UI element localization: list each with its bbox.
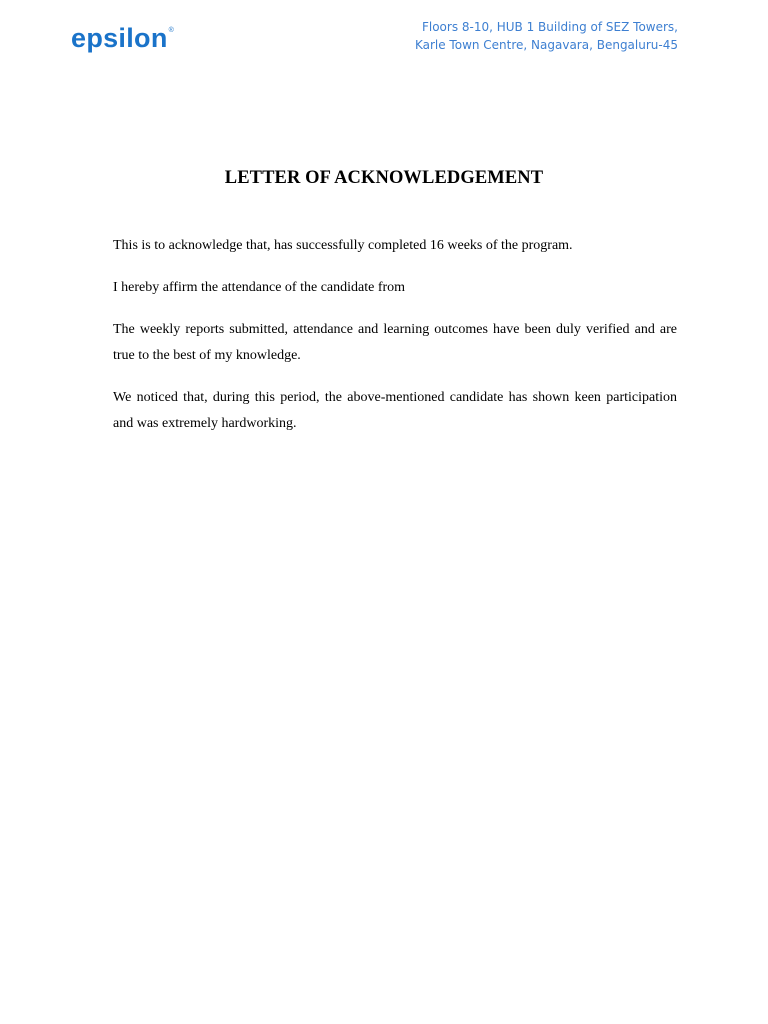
- paragraph-participation: We noticed that, during this period, the above-mentioned candidate has shown keen participation and was extremely hardworking.: [113, 390, 677, 431]
- paragraph-attendance: I hereby affirm the attendance of the candidate from: [113, 280, 406, 295]
- logo-wordmark: epsilon: [71, 23, 168, 53]
- address-line-2: Karle Town Centre, Nagavara, Bengaluru-45: [414, 38, 678, 52]
- registered-mark: ®: [168, 27, 174, 34]
- letter-body: [113, 233, 677, 453]
- company-address: [415, 18, 678, 54]
- paragraph-acknowledgement: This is to acknowledge that, has successfully completed 16 weeks of the program.: [113, 238, 573, 253]
- paragraph-verification: The weekly reports submitted, attendance and learning outcomes have been duly verified and are true to the best of my knowledge.: [113, 322, 677, 363]
- address-line-1: Floors 8-10, HUB 1 Building of SEZ Towers,: [421, 20, 678, 34]
- company-logo: [71, 23, 174, 53]
- letter-title: LETTER OF ACKNOWLEDGEMENT: [224, 168, 544, 188]
